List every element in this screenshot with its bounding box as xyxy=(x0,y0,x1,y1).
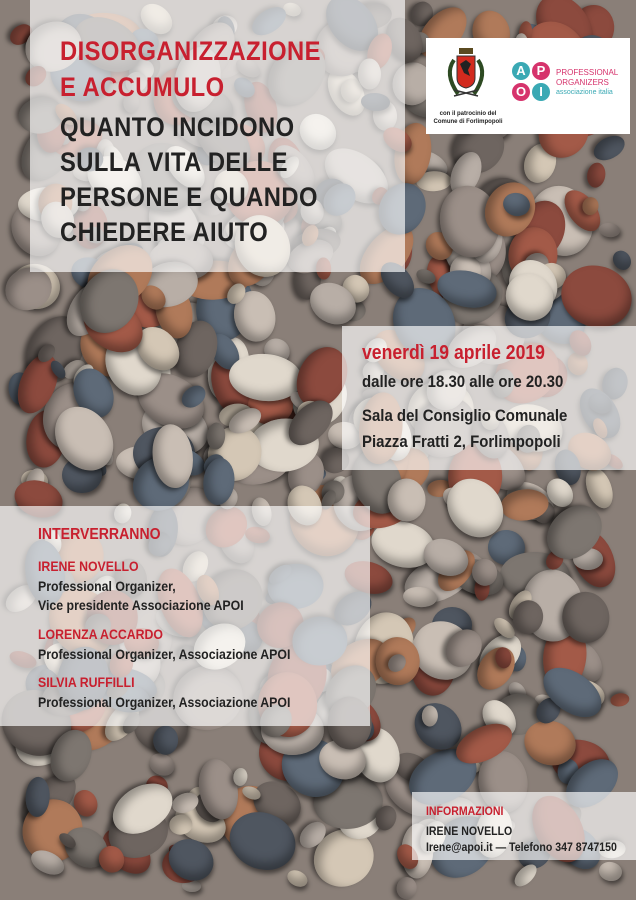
info-panel xyxy=(412,792,636,860)
info-contact: Irene@apoi.it — Telefono 347 8747150 xyxy=(426,840,617,854)
pebble xyxy=(153,725,179,755)
pebble xyxy=(586,161,608,188)
pebble xyxy=(232,767,248,787)
speaker-name: LORENZA ACCARDO xyxy=(38,626,164,642)
event-date: venerdì 19 aprile 2019 xyxy=(362,342,545,364)
speaker-role: Professional Organizer, Associazione APOI xyxy=(38,694,291,710)
apoi-logo xyxy=(512,62,552,106)
event-time: dalle ore 18.30 alle ore 20.30 xyxy=(362,372,564,391)
subtitle-line: PERSONE E QUANDO xyxy=(60,182,318,212)
event-address: Piazza Fratti 2, Forlimpopoli xyxy=(362,432,561,451)
title-line: DISORGANIZZAZIONE xyxy=(60,36,321,66)
apoi-letter: A xyxy=(512,62,530,80)
subtitle-line: SULLA VITA DELLE xyxy=(60,147,288,177)
subtitle-line: CHIEDERE AIUTO xyxy=(60,217,269,247)
apoi-text: PROFESSIONAL xyxy=(556,68,619,77)
apoi-letter: P xyxy=(532,62,550,80)
comune-caption: con il patrocinio del xyxy=(439,111,497,117)
comune-coat-of-arms-icon xyxy=(440,46,492,106)
pebble xyxy=(598,221,620,237)
apoi-text: associazione italia xyxy=(556,89,613,96)
event-venue: Sala del Consiglio Comunale xyxy=(362,406,568,425)
speaker-role: Vice presidente Associazione APOI xyxy=(38,597,244,613)
pebble xyxy=(285,867,310,889)
pebble xyxy=(609,692,630,709)
speakers-heading: INTERVERRANNO xyxy=(38,526,161,543)
apoi-text: ORGANIZERS xyxy=(556,78,609,87)
apoi-letter: I xyxy=(532,83,550,101)
speaker-name: SILVIA RUFFILLI xyxy=(38,674,135,690)
speaker-name: IRENE NOVELLO xyxy=(38,558,139,574)
speaker-role: Professional Organizer, Associazione APOI xyxy=(38,646,291,662)
event-panel xyxy=(342,326,636,470)
apoi-letter: O xyxy=(512,83,530,101)
info-heading: INFORMAZIONI xyxy=(426,804,504,818)
comune-caption: Comune di Forlimpopoli xyxy=(433,119,503,125)
speakers-panel xyxy=(0,506,370,726)
subtitle-line: QUANTO INCIDONO xyxy=(60,112,295,142)
title-line: E ACCUMULO xyxy=(60,72,225,102)
pebble xyxy=(395,876,418,900)
logos-box xyxy=(426,38,630,134)
pebble xyxy=(590,131,629,165)
pebble xyxy=(388,479,426,522)
title-panel xyxy=(30,0,405,272)
pebble xyxy=(597,861,623,883)
info-name: IRENE NOVELLO xyxy=(426,824,513,838)
speaker-role: Professional Organizer, xyxy=(38,578,176,594)
